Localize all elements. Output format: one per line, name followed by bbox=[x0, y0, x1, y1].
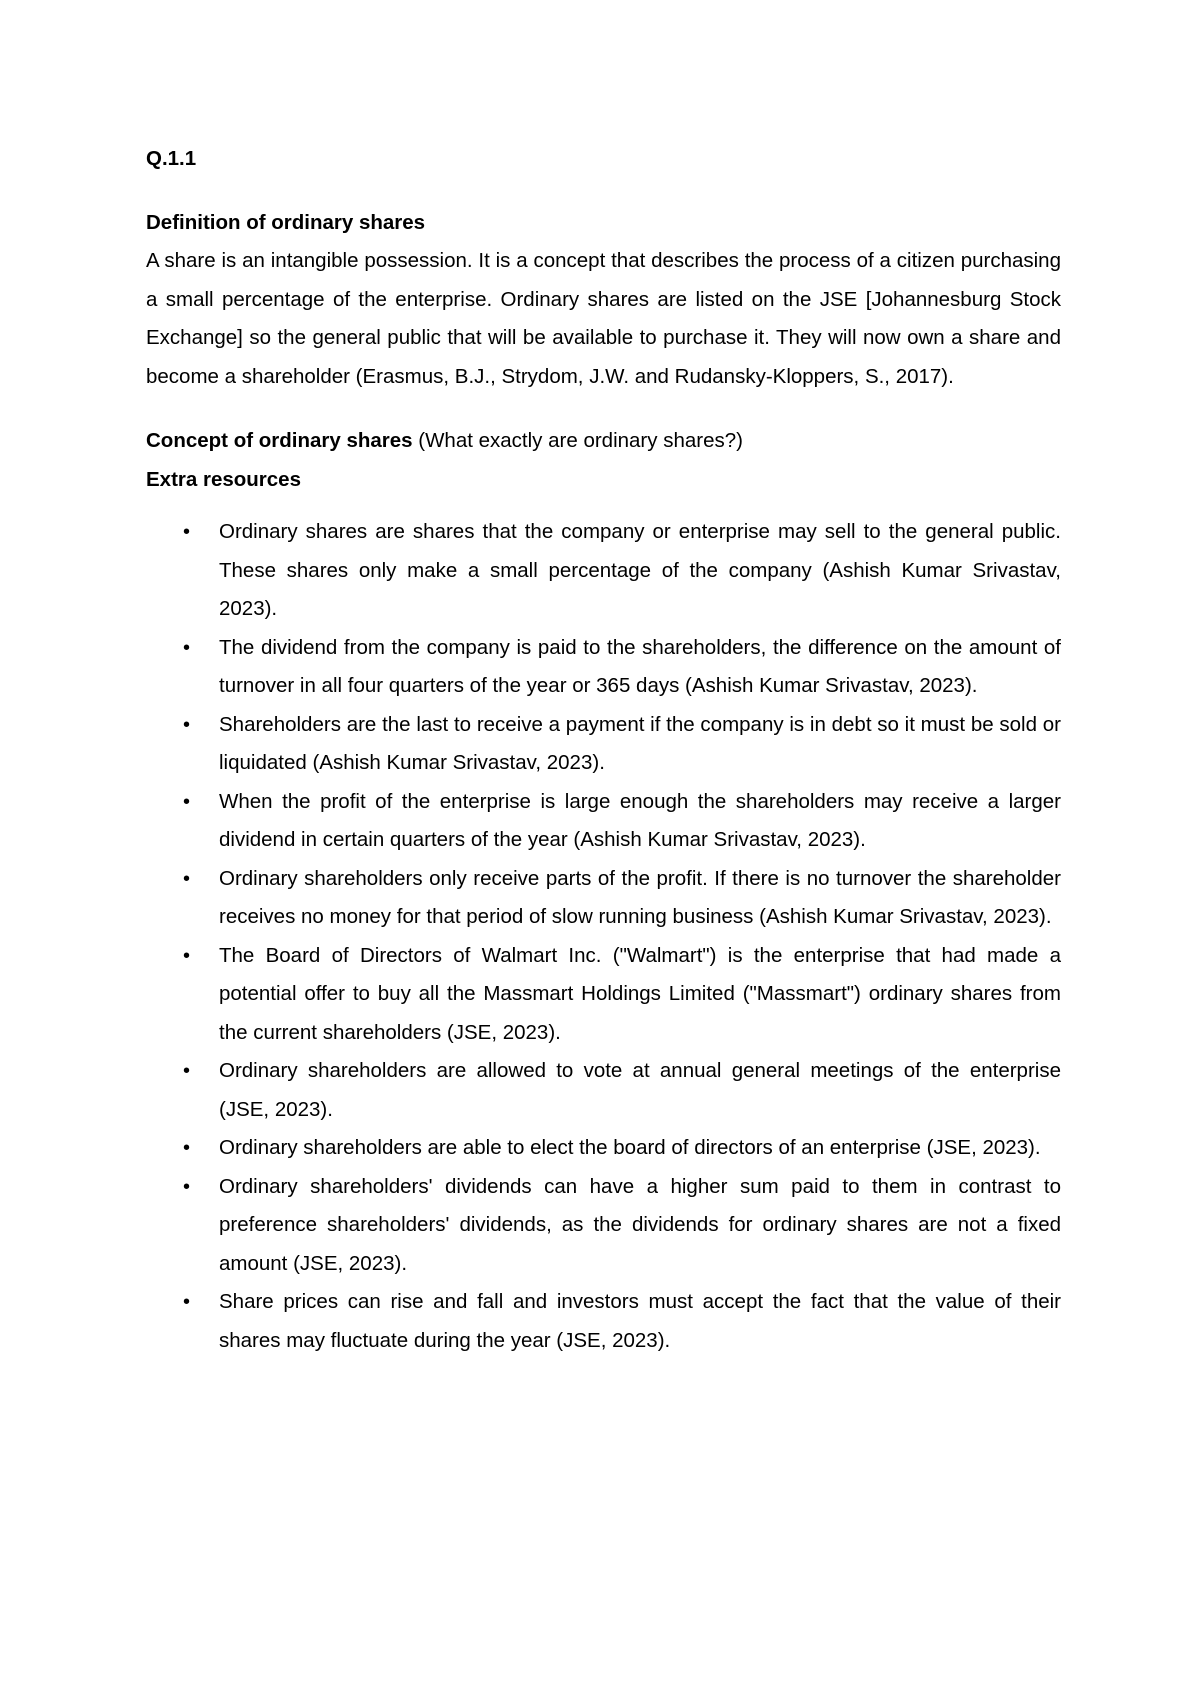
list-item bbox=[146, 629, 1061, 706]
list-item bbox=[146, 1283, 1061, 1360]
list-item bbox=[146, 1129, 1061, 1168]
list-item bbox=[146, 706, 1061, 783]
bullet-icon: • bbox=[183, 1137, 191, 1159]
concept-heading bbox=[146, 422, 1061, 461]
definition-heading: Definition of ordinary shares bbox=[146, 210, 426, 234]
bullet-icon: • bbox=[183, 790, 191, 813]
bullet-icon: • bbox=[183, 867, 191, 890]
list-item bbox=[146, 860, 1061, 937]
bullet-icon: • bbox=[183, 521, 191, 543]
section-spacer bbox=[146, 396, 1061, 422]
list-item bbox=[146, 1052, 1061, 1129]
list-item-text: Share prices can rise and fall and investors must accept the fact that the value of their shares may fluctuate during the year (JSE, 2023). bbox=[219, 1290, 1061, 1352]
bullet-icon: • bbox=[183, 1060, 191, 1082]
bullet-icon: • bbox=[183, 1291, 191, 1313]
list-item bbox=[146, 783, 1061, 860]
list-item-text: Ordinary shares are shares that the company or enterprise may sell to the general public. These shares only make a small percentage of the company (Ashish Kumar Srivastav, 2023). bbox=[219, 520, 1061, 620]
bullet-icon: • bbox=[183, 636, 191, 659]
list-item-text: Shareholders are the last to receive a payment if the company is in debt so it must be sold or liquidated (Ashish Kumar Srivastav, 2023). bbox=[219, 712, 1061, 774]
list-item bbox=[146, 513, 1061, 629]
bullet-icon: • bbox=[183, 713, 191, 736]
concept-heading-bold: Concept of ordinary shares bbox=[146, 429, 413, 452]
list-item bbox=[146, 937, 1061, 1053]
extra-resources-heading: Extra resources bbox=[146, 467, 301, 491]
list-item bbox=[146, 1168, 1061, 1284]
bullet-icon: • bbox=[183, 944, 191, 967]
list-item-text: Ordinary shareholders are able to elect the board of directors of an enterprise (JSE, 2023). bbox=[219, 1136, 1041, 1159]
definition-paragraph: A share is an intangible possession. It is a concept that describes the process of a citizen purchasing a small percentage of the enterprise. Ordinary shares are listed on the JSE [Johannesburg Stock Exchange] so the general public that will be available to purchase it. They will now own a share and become a shareholder (Erasmus, B.J., Strydom, J.W. and Rudansky-Kloppers, S., 2017). bbox=[146, 249, 1061, 388]
list-item-text: Ordinary shareholders are allowed to vote at annual general meetings of the enterprise (JSE, 2023). bbox=[219, 1059, 1061, 1121]
document-page bbox=[146, 140, 1061, 1360]
list-item-text: The dividend from the company is paid to the shareholders, the difference on the amount of turnover in all four quarters of the year or 365 days (Ashish Kumar Srivastav, 2023). bbox=[219, 635, 1061, 697]
bullet-icon: • bbox=[183, 1175, 191, 1198]
question-label: Q.1.1 bbox=[146, 147, 197, 170]
list-item-text: Ordinary shareholders only receive parts of the profit. If there is no turnover the shareholder receives no money for that period of slow running business (Ashish Kumar Srivastav, 2023). bbox=[219, 866, 1061, 928]
list-item-text: The Board of Directors of Walmart Inc. ("Walmart") is the enterprise that had made a potential offer to buy all the Massmart Holdings Limited ("Massmart") ordinary shares from the current shareholders (JSE, 2023). bbox=[219, 943, 1061, 1044]
concept-heading-suffix: (What exactly are ordinary shares?) bbox=[412, 429, 743, 452]
bullet-list bbox=[146, 513, 1061, 1360]
list-item-text: Ordinary shareholders' dividends can have a higher sum paid to them in contrast to preference shareholders' dividends, as the dividends for ordinary shares are not a fixed amount (JSE, 2023). bbox=[219, 1174, 1061, 1275]
list-item-text: When the profit of the enterprise is large enough the shareholders may receive a larger dividend in certain quarters of the year (Ashish Kumar Srivastav, 2023). bbox=[219, 789, 1061, 851]
